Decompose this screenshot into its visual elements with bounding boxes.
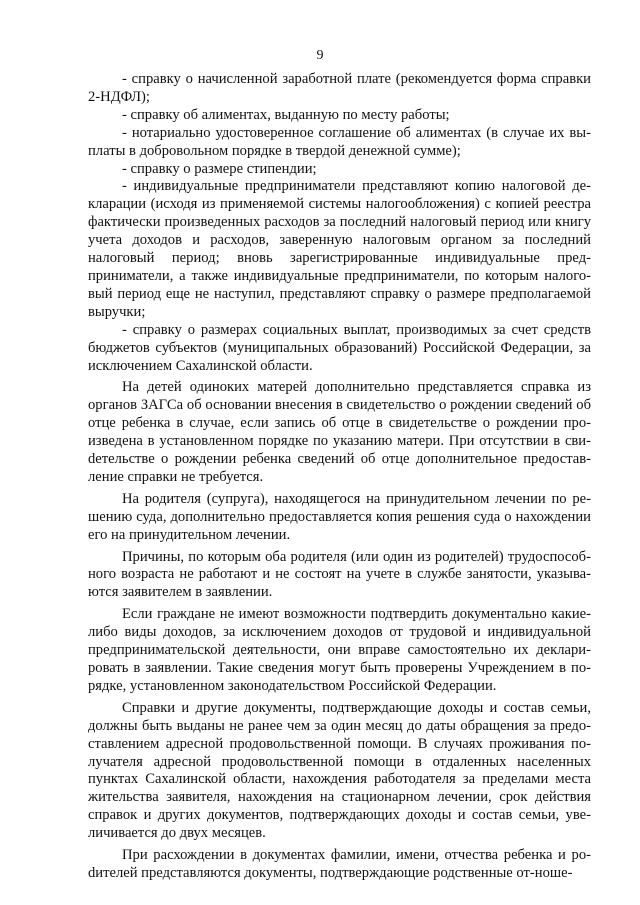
document-body [88, 71, 591, 883]
paragraph-single-mothers: На детей одиноких матерей дополнительно представляется справка из органов ЗАГСа об основании внесения в свидетельство о рождении сведений об отце ребенка в случае, если запись об отце в свидетельстве о рождении произведена в установленном порядке по указанию матери. При отсутствии в свиdетельстве о рождении ребенка сведений об отце дополнительное предоставление справки не требуется. [88, 379, 591, 485]
paragraph-bullet-alimony-certificate: - справку об алиментах, выданную по месту работы; [122, 106, 450, 123]
paragraph-unemployment-reasons: Причины, по которым оба родителя (или один из родителей) трудоспособного возраста не работают и не состоят на учете в службе занятости, указываются заявителем в заявлении. [88, 548, 591, 601]
paragraph-bullet-entrepreneurs: - индивидуальные предприниматели представляют копию налоговой декларации (исходя из применяемой системы налогообложения) с копией реестра фактически произведенных расходов за последний налоговый период или книгу учета доходов и расходов, заверенную налоговым органом за последний налоговый период; вновь зарегистрированные индивидуальные предприниматели, а также индивидуальные предприниматели, по которым налоговый период еще не наступил, представляют справку о размере предполагаемой выручки; [88, 178, 591, 320]
paragraph-income-declaration: Если граждане не имеют возможности подтвердить документально какие-либо виды доходов, за исключением доходов от трудовой и индивидуальной предпринимательской деятельности, они вправе самостоятельно их декларировать в заявлении. Такие сведения могут быть проверены Учреждением в порядке, установленном законодательством Российской Федерации. [88, 606, 591, 694]
paragraph-bullet-alimony-agreement: - нотариально удостоверенное соглашение об алиментах (в случае их выплаты в добровольном порядке в твердой денежной сумме); [88, 124, 591, 159]
paragraph-document-validity: Справки и другие документы, подтверждающие доходы и состав семьи, должны быть выданы не ранее чем за один месяц до даты обращения за предоставлением адресной продовольственной помощи. В случаях проживания получателя адресной продовольственной помощи в отдаленных населенных пунктах Сахалинской области, нахождения работодателя за пределами места жительства заявителя, нахождения на стационарном лечении, срок действия справок и других документов, подтверждающих доходы и состав семьи, увеличивается до двух месяцев. [88, 699, 591, 842]
paragraph-compulsory-treatment: На родителя (супруга), находящегося на принудительном лечении по решению суда, дополнительно предоставляется копия решения суда о нахождении его на принудительном лечении. [88, 490, 591, 543]
page-number: 9 [316, 48, 324, 63]
paragraph-bullet-social-payments: - справку о размерах социальных выплат, производимых за счет средств бюджетов субъектов (муниципальных образований) Российской Федерации, за исключением Сахалинской области. [88, 321, 591, 374]
paragraph-bullet-stipend-certificate: - справку о размере стипендии; [122, 160, 317, 177]
paragraph-name-discrepancy: При расхождении в документах фамилии, имени, отчества ребенка и роdителей представляются документы, подтверждающие родственные от-ноше- [88, 847, 591, 881]
paragraph-bullet-salary-certificate: - справку о начисленной заработной плате (рекомендуется форма справки 2-НДФЛ); [88, 71, 591, 105]
